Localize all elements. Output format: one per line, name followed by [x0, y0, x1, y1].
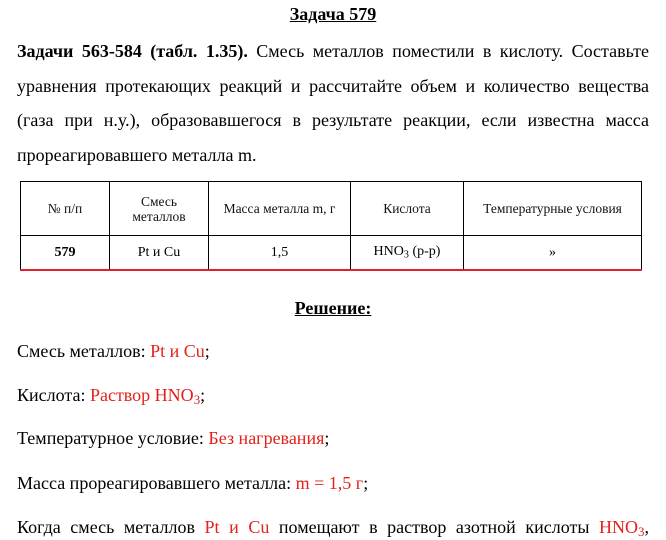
cell-number: 579 [21, 236, 110, 271]
reaction-mixture: Pt и Cu [204, 517, 270, 537]
header-acid: Кислота [351, 182, 464, 236]
header-temperature: Температурные условия [464, 182, 642, 236]
mixture-label: Смесь металлов: [17, 341, 151, 361]
header-mass: Масса металла m, г [209, 182, 351, 236]
acid-value: Раствор HNO [89, 385, 194, 405]
task-range-label: Задачи 563-584 (табл. 1.35). [17, 41, 248, 61]
task-title: Задача 579 [289, 4, 377, 24]
task-statement [17, 34, 649, 172]
acid-value-subscript: 3 [193, 392, 201, 408]
reaction-acid: HNO [599, 517, 639, 537]
acid-formula: HNO [373, 244, 404, 260]
acid-label: Кислота: [17, 385, 90, 405]
temperature-line: Температурное условие: Без нагревания; [17, 428, 330, 448]
data-table [20, 181, 642, 271]
table-row [21, 236, 642, 271]
reaction-intro-line [17, 517, 649, 540]
header-mixture: Смесь металлов [110, 182, 209, 236]
temperature-value: Без нагревания [208, 428, 325, 448]
header-number: № п/п [21, 182, 110, 236]
acid-line: Кислота: Раствор $HNO_3$; [17, 385, 206, 408]
cell-temperature: » [464, 236, 642, 271]
mass-label: Масса прореагировавшего металла: [17, 473, 296, 493]
reaction-text-end: , [644, 517, 650, 537]
solution-heading: Решение: [294, 298, 372, 318]
mass-value: m = 1,5 г [295, 473, 364, 493]
mixture-value: Pt и Cu [150, 341, 205, 361]
table-header-row [21, 182, 642, 236]
acid-solution-note: (р-р) [408, 244, 441, 260]
cell-mixture: Pt и Cu [110, 236, 209, 271]
mixture-line: Смесь металлов: Pt и Cu; [17, 341, 210, 361]
acid-subscript: 3 [403, 249, 409, 261]
mass-line: Масса прореагировавшего металла: m = 1,5 г; [17, 473, 369, 493]
reaction-text-start: Когда смесь металлов [17, 517, 205, 537]
temperature-label: Температурное условие: [17, 428, 209, 448]
reaction-text-middle: помещают в раствор азотной кислоты [269, 517, 600, 537]
reaction-acid-subscript: 3 [638, 524, 645, 540]
cell-acid [351, 236, 464, 271]
task-statement-text: Смесь металлов поместили в кислоту. Составьте уравнения протекающих реакций и рассчитайте объем и количество вещества (газа при н.у.), образовавшегося в результате реакции, если известна масса прореагировавшего металла m. [17, 41, 649, 165]
cell-mass: 1,5 [209, 236, 351, 271]
